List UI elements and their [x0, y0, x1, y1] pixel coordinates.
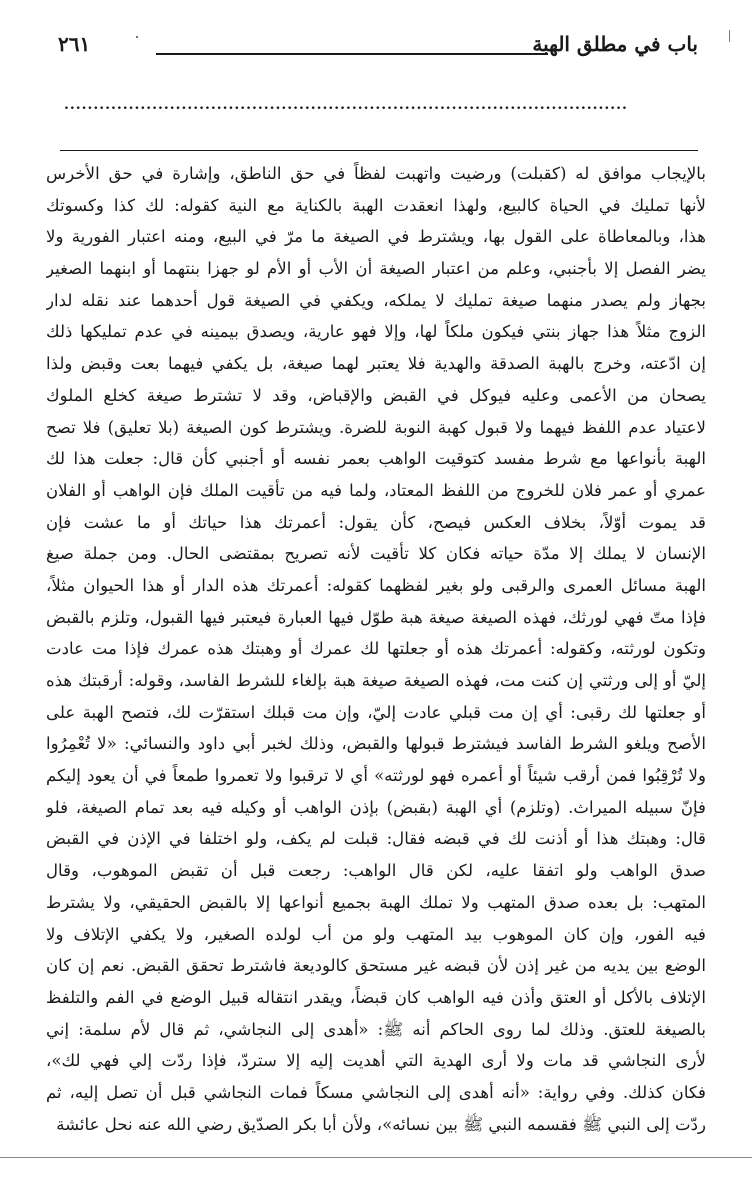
text-line: الإنسان لا يملك إلا مدّة حياته فكان كلا تأقيت لأنه تصريح بمقتضى الحال. ومن جملة صيغ [46, 544, 706, 564]
text-line: بجهاز ولم يصدر منهما صيغة تمليك لا يملكه، ويكفي في الصيغة قول أحدهما عند نقله لدار [46, 290, 706, 310]
text-line: عمري أو عمر فلان للخروج من اللفظ المعتاد، ولما فيه من تأقيت الملك فإن الواهب أو الفلان [46, 480, 706, 500]
header-rule [156, 53, 548, 55]
page-number: ٢٦١ [58, 32, 91, 56]
chapter-title: باب في مطلق الهبة [532, 32, 698, 56]
text-line: بالإيجاب موافق له (كقبلت) ورضيت واتهبت لفظاً في حق الناطق، وإشارة في حق الأخرس [46, 164, 706, 183]
text-line: فكان كذلك. وفي رواية: «أنه أهدى إلى النجاشي مسكاً فمات النجاشي قبل أن تصل إليه، ثم [46, 1082, 706, 1102]
text-line: الزوج مثلاً هذا جهاز بنتي فيكون ملكاً لها، وإلا فهو عارية، ويصدق بيمينه في عدم تمليكها ذلك [46, 322, 706, 342]
footer-rule [0, 1157, 752, 1158]
text-line: ولا تُرْقِبُوا فمن أرقب شيئاً أو أعمره فهو لورثته» أي لا ترقبوا ولا تعمروا طمعاً في أن يعود إليكم [46, 766, 706, 786]
text-line: لأنها تمليك في الحياة كالبيع، ولهذا انعقدت الهبة بالكناية مع النية كقوله: لك كذا وكسوتك [46, 195, 706, 215]
text-line: فيه الفور، وإن كان الموهوب بيد المتهب ولو من أب لولده الصغير، ولا يكفي الإتلاف ولا [46, 924, 706, 944]
text-line: إليّ أو إلى ورثتي إن كنت مت، فهذه الصيغة صيغة هبة بإلغاء للشرط الفاسد، وقوله: أرقبتك هذه [46, 671, 706, 690]
text-line: بالصيغة للعتق. وذلك لما روى الحاكم أنه ﷺ: «أهدى إلى النجاشي، ثم قال لأم سلمة: إني [46, 1019, 706, 1039]
margin-mark [729, 30, 738, 42]
text-line: الوضع بين يديه من غير إذن لأن قبضه غير مستحق كالوديعة فاشترط تحقق القبض. نعم إن كان [46, 956, 706, 976]
text-line: هذا، وبالمعاطاة على القول بها، ويشترط في الصيغة ما مرّ في البيع، ومنه اعتبار الفورية ولا [46, 227, 706, 247]
text-line: فإذا متّ فهي لورثك، فهذه الصيغة صيغة هبة طوّل فيها العبارة فيعتبر فيها القبول، وتلزم بالقبض [46, 607, 706, 627]
text-line: قال: وهبتك هذا أو أذنت لك في قبضه فقال: قبلت لم يكف، ولو اختلفا في الإذن في القبض [46, 829, 706, 849]
text-line: الهبة مسائل العمرى والرقبى ولو بغير لفظهما كقوله: أعمرتك هذه الدار أو هذا الحيوان مثلاً، [46, 575, 706, 595]
text-line: الإتلاف بالأكل أو العتق وأذن فيه الواهب كان قبضاً، ويقدر انتقاله قبيل الوضع في الفم والتلفظ [46, 987, 706, 1007]
text-line: صدق الواهب ولو اتفقا عليه، لكن قال الواهب: رجعت قبل أن تقبض الموهوب، وقال [46, 861, 706, 881]
text-line: يصحان من الأعمى وعليه فيوكل في القبض والإقباض، وقد لا تشترط صيغة كخلع الملوك [46, 385, 706, 405]
text-line: وتكون لورثته، وكقوله: أعمرتك هذه أو جعلتها لك عمرك أو وهبتك هذه عمرك فإذا مت عادت [46, 639, 706, 659]
text-line: لأرى النجاشي قد مات ولا أرى الهدية التي أهديت إليه إلا ستردّ، فإذا ردّت إلي فهي لك»، [46, 1051, 706, 1071]
text-line: المتهب: بل بعده صدق المتهب ولا تملك الهبة بجميع أنواعها إلا بالقبض الحقيقي، ولا يشترط [46, 892, 706, 912]
running-header [58, 28, 698, 68]
text-line: الأصح ويلغو الشرط الفاسد فيشترط قبولها والقبض، وذلك لخبر أبي داود والنسائي: «لا تُعْمِرُوا [46, 734, 706, 754]
text-line: أو جعلتها لك رقبى: أي إن مت قبلي عادت إليّ، وإن مت قبلك استقرّت لك، فتصح الهبة على [46, 702, 706, 722]
dotted-separator: ................................................................................................ [64, 99, 628, 111]
text-line: قد يموت أوّلاً، بخلاف العكس فيصح، كأن يقول: أعمرتك هذا حياتك أو ما عشت فإن [46, 512, 706, 532]
text-line: فإنّ سبيله الميراث. (وتلزم) أي الهبة (بقبض) بإذن الواهب أو وكيله فيه بعد تمام الصيغة، فلو [46, 797, 706, 817]
text-line: ردّت إلى النبي ﷺ فقسمه النبي ﷺ بين نسائه»، ولأن أبا بكر الصدّيق رضي الله عنه نحل عائشة [56, 1114, 706, 1134]
separator-rule [60, 150, 698, 151]
text-line: يضر الفصل إلا بأجنبي، وعلم من اعتبار الصيغة أن الأب أو الأم لو جهزا بنتهما أو ابنهما الصغير [46, 259, 706, 279]
body-text [46, 158, 706, 1140]
text-line: الهبة بأنواعها مع شرط مفسد كتوقيت الواهب بعمر نفسه أو أجنبي كأن قال: جعلت هذا لك [46, 449, 706, 469]
text-line: إن ادّعته، وخرج بالهبة الصدقة والهدية فلا يعتبر لهما صيغة، بل يكفي فيهما بعت وقبض ولذا [46, 354, 706, 374]
text-line: لاعتياد عدم اللفظ فيهما ولا قبول كهبة النوبة للضرة. ويشترط كون الصيغة (بلا تعليق) فلا تصح [46, 417, 706, 437]
